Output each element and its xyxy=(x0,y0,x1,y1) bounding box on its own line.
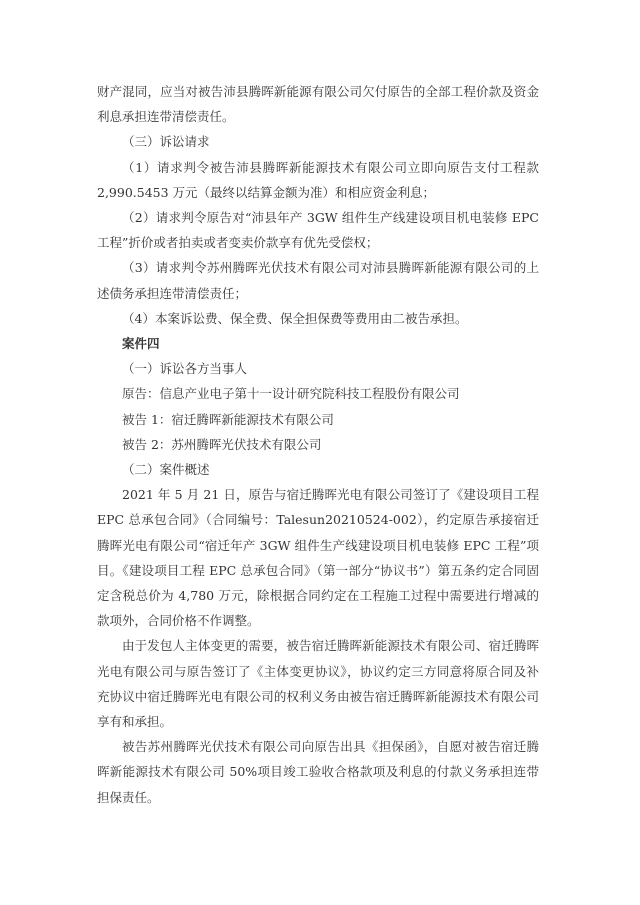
paragraph: （2）请求判令原告对“沛县年产 3GW 组件生产线建设项目机电装修 EPC 工程”折价或者拍卖或者变卖价款享有优先受偿权； xyxy=(97,210,539,251)
paragraph: 被告 1：宿迁腾晖新能源技术有限公司 xyxy=(122,411,334,427)
paragraph: 被告 2：苏州腾晖光伏技术有限公司 xyxy=(122,436,322,452)
paragraph: （4）本案诉讼费、保全费、保全担保费等费用由二被告承担。 xyxy=(122,310,468,326)
paragraph: 由于发包人主体变更的需要，被告宿迁腾晖新能源技术有限公司、宿迁腾晖光电有限公司与原告签订了《主体变更协议》，协议约定三方同意将原合同及补充协议中宿迁腾晖光电有限公司的权利义务由被告宿迁腾晖新能源技术有限公司享有和承担。 xyxy=(97,638,539,730)
paragraph: （1）请求判令被告沛县腾晖新能源技术有限公司立即向原告支付工程款 2,990.5453 万元（最终以结算金额为准）和相应资金利息； xyxy=(97,159,539,200)
paragraph: （二）案件概述 xyxy=(122,462,210,478)
document-body xyxy=(97,79,539,810)
paragraph: 被告苏州腾晖光伏技术有限公司向原告出具《担保函》，自愿对被告宿迁腾晖新能源技术有限公司 50%项目竣工验收合格款项及利息的付款义务承担连带担保责任。 xyxy=(97,739,539,805)
paragraph: （三）诉讼请求 xyxy=(122,134,210,150)
paragraph: 财产混同，应当对被告沛县腾晖新能源有限公司欠付原告的全部工程价款及资金利息承担连带清偿责任。 xyxy=(97,84,539,125)
paragraph: （一）诉讼各方当事人 xyxy=(122,361,248,377)
paragraph: 2021 年 5 月 21 日，原告与宿迁腾晖光电有限公司签订了《建设项目工程 EPC 总承包合同》（合同编号：Talesun20210524-002），约定原告承接宿迁腾晖光电有限公司“宿迁年产 3GW 组件生产线建设项目机电装修 EPC 工程”项目。《建设项目工程 EPC 总承包合同》（第一部分“协议书”）第五条约定合同固定含税总价为 4,780 万元，除根据合同约定在工程施工过程中需要进行增减的款项外，合同价格不作调整。 xyxy=(97,487,539,629)
paragraph: （3）请求判令苏州腾晖光伏技术有限公司对沛县腾晖新能源有限公司的上述债务承担连带清偿责任； xyxy=(97,260,539,301)
case-heading: 案件四 xyxy=(122,336,160,352)
paragraph: 原告：信息产业电子第十一设计研究院科技工程股份有限公司 xyxy=(122,386,460,402)
